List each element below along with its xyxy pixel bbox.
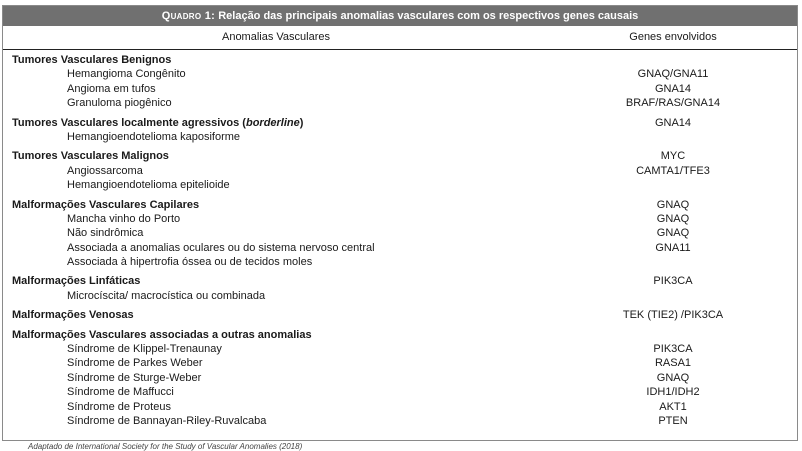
table-row: [3, 342, 797, 356]
table-title: [3, 6, 797, 26]
gene-name: PIK3CA: [653, 343, 693, 356]
section-heading-part: ): [299, 116, 304, 129]
table-section: [3, 53, 797, 111]
section-heading: Malformações Vasculares associadas a outras anomalias: [12, 328, 312, 341]
section-heading-row: [3, 53, 797, 67]
table-row: [3, 178, 797, 192]
table-row: [3, 212, 797, 226]
section-gene: MYC: [660, 150, 686, 163]
anomaly-name: Associada a anomalias oculares ou do sistema nervoso central: [67, 241, 375, 254]
section-heading: [12, 116, 303, 130]
section-gene: PIK3CA: [653, 275, 693, 288]
section-gene: TEK (TIE2) /PIK3CA: [622, 309, 724, 322]
anomaly-name: Não sindrômica: [67, 227, 144, 240]
anomaly-name: Síndrome de Parkes Weber: [67, 357, 203, 370]
table-row: [3, 164, 797, 178]
anomaly-name: Associada à hipertrofia óssea ou de tecidos moles: [67, 256, 313, 269]
anomaly-name: Granuloma piogênico: [67, 97, 172, 110]
anomaly-name: Angioma em tufos: [67, 82, 156, 95]
table-row: [3, 371, 797, 385]
table-row: [3, 82, 797, 96]
anomaly-name: Síndrome de Klippel-Trenaunay: [67, 343, 222, 356]
section-gene: GNAQ: [656, 198, 690, 211]
table-title-label: Quadro 1:: [161, 10, 216, 22]
anomaly-name: Síndrome de Maffucci: [67, 386, 174, 399]
section-heading-part: Tumores Vasculares localmente agressivos (: [12, 116, 246, 129]
table-section: [3, 149, 797, 192]
table-frame: [2, 5, 798, 441]
table-row: [3, 226, 797, 240]
column-header-anomalies: Anomalias Vasculares: [221, 31, 330, 43]
section-heading: Tumores Vasculares Benignos: [12, 54, 172, 66]
gene-name: GNAQ: [656, 371, 690, 384]
anomaly-name: Síndrome de Proteus: [67, 400, 171, 413]
column-header-row: [3, 26, 797, 50]
anomaly-name: Hemangioendotelioma epitelioide: [67, 179, 230, 192]
section-heading-row: [3, 274, 797, 288]
section-heading-row: [3, 308, 797, 322]
section-heading-row: [3, 149, 797, 163]
gene-name: GNA11: [655, 241, 691, 254]
column-header-genes: Genes envolvidos: [629, 31, 717, 43]
table-row: [3, 385, 797, 399]
table-section: [3, 328, 797, 429]
gene-name: CAMTA1/TFE3: [636, 164, 710, 177]
table-row: [3, 255, 797, 269]
table-row: [3, 289, 797, 303]
anomaly-name: Síndrome de Bannayan-Riley-Ruvalcaba: [67, 414, 267, 427]
gene-name: GNAQ: [656, 227, 690, 240]
section-heading: Malformações Venosas: [12, 309, 134, 322]
table-section: [3, 116, 797, 145]
gene-name: AKT1: [659, 400, 687, 413]
gene-name: IDH1/IDH2: [646, 386, 700, 399]
section-heading-emphasis: borderline: [245, 116, 300, 129]
gene-name: GNAQ/GNA11: [637, 68, 709, 81]
table-row: [3, 96, 797, 110]
table-body: [3, 53, 797, 433]
gene-name: GNAQ: [656, 212, 690, 225]
table-row: [3, 130, 797, 144]
table-row: [3, 414, 797, 428]
section-heading-row: [3, 328, 797, 342]
table-title-text: Relação das principais anomalias vasculares com os respectivos genes causais: [215, 10, 639, 22]
table-row: [3, 241, 797, 255]
section-heading: Tumores Vasculares Malignos: [12, 150, 169, 163]
anomaly-name: Hemangioma Congênito: [67, 68, 186, 81]
footnote: Adaptado de International Society for the Study of Vascular Anomalies (2018): [28, 442, 303, 451]
section-gene: GNA14: [654, 116, 692, 129]
table-row: [3, 400, 797, 414]
section-heading-row: [3, 116, 797, 130]
table-row: [3, 67, 797, 81]
gene-name: BRAF/RAS/GNA14: [625, 97, 721, 110]
anomaly-name: Hemangioendotelioma kaposiforme: [67, 130, 241, 143]
gene-name: PTEN: [658, 414, 688, 427]
anomaly-name: Síndrome de Sturge-Weber: [67, 371, 202, 384]
table-section: [3, 198, 797, 270]
section-heading-row: [3, 198, 797, 212]
table-row: [3, 356, 797, 370]
section-heading: Malformações Vasculares Capilares: [12, 198, 200, 211]
anomaly-name: Angiossarcoma: [67, 164, 143, 177]
gene-name: GNA14: [654, 82, 692, 95]
section-heading: Malformações Linfáticas: [12, 275, 141, 288]
anomaly-name: Mancha vinho do Porto: [67, 212, 181, 225]
table-section: [3, 308, 797, 322]
table-section: [3, 274, 797, 303]
anomaly-name: Microcíscita/ macrocística ou combinada: [67, 289, 266, 302]
gene-name: RASA1: [654, 357, 692, 370]
